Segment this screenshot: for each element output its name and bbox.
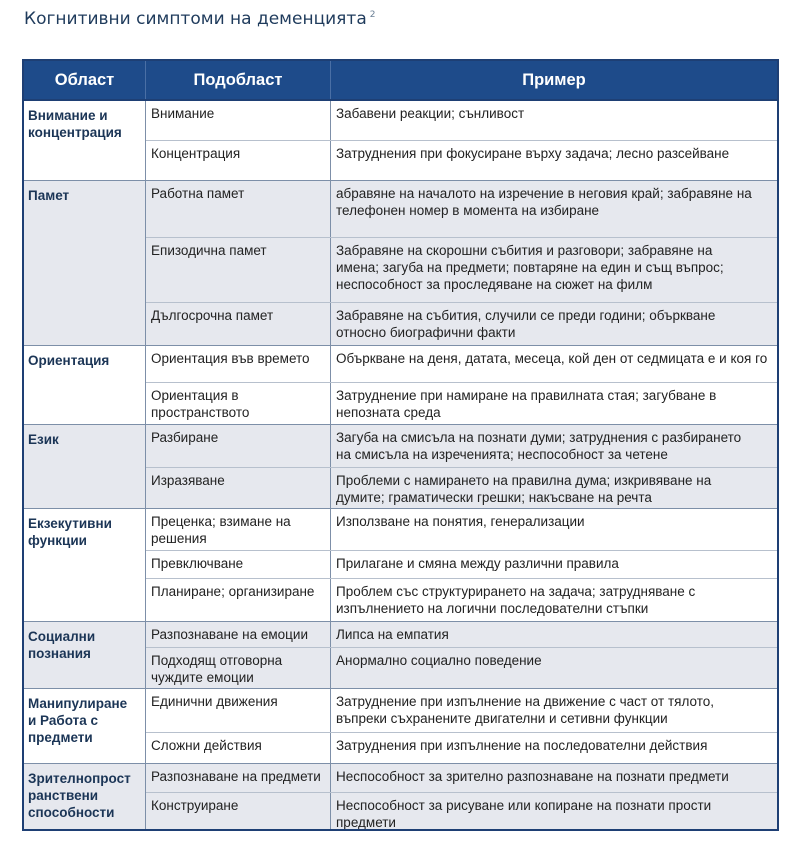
table-row bbox=[146, 764, 777, 792]
area-cell: Внимание и концентрация bbox=[24, 101, 146, 180]
table-row bbox=[146, 346, 777, 382]
table-row bbox=[146, 101, 777, 140]
subarea-rows bbox=[146, 622, 777, 688]
subarea-cell: Концентрация bbox=[146, 141, 331, 180]
area-cell: Ориентация bbox=[24, 346, 146, 424]
subarea-cell: Подходящ отговорна чуждите емоции bbox=[146, 648, 331, 688]
subarea-cell: Единични движения bbox=[146, 689, 331, 732]
subarea-rows bbox=[146, 181, 777, 345]
table-row bbox=[146, 647, 777, 688]
area-cell: Екзекутивни функции bbox=[24, 509, 146, 621]
footnote-marker: 2 bbox=[369, 10, 376, 21]
header-area: Област bbox=[24, 61, 146, 99]
subarea-rows bbox=[146, 101, 777, 180]
example-cell: Прилагане и смяна между различни правила bbox=[331, 551, 777, 579]
table-row bbox=[146, 792, 777, 831]
table-row bbox=[146, 550, 777, 579]
area-cell: Памет bbox=[24, 181, 146, 345]
table-row bbox=[146, 181, 777, 237]
subarea-cell: Работна памет bbox=[146, 181, 331, 237]
example-cell: Затруднение при изпълнение на движение с част от тялото, въпреки съхранените двигателни и сетивни функции bbox=[331, 689, 777, 732]
table-group bbox=[24, 424, 777, 508]
table-row bbox=[146, 140, 777, 180]
example-cell: Неспособност за рисуване или копиране на познати прости предмети bbox=[331, 793, 777, 831]
table-row bbox=[146, 467, 777, 509]
table-row bbox=[146, 689, 777, 732]
area-cell: Социални познания bbox=[24, 622, 146, 688]
subarea-cell: Разбиране bbox=[146, 425, 331, 467]
table-group bbox=[24, 345, 777, 424]
header-example: Пример bbox=[522, 70, 586, 89]
example-cell: Проблеми с намирането на правилна дума; изкривяване на думите; граматически грешки; накъсване на речта bbox=[331, 468, 777, 509]
example-cell: абравяне на началото на изречение в неговия край; забравяне на телефонен номер в момента на избиране bbox=[331, 181, 777, 237]
title-text: Когнитивни симптоми на деменцията bbox=[24, 9, 367, 29]
subarea-cell: Сложни действия bbox=[146, 733, 331, 763]
header-subarea: Подобласт bbox=[146, 61, 331, 99]
subarea-cell: Ориентация във времето bbox=[146, 346, 331, 382]
table-row bbox=[146, 509, 777, 550]
table-row bbox=[146, 237, 777, 303]
area-cell: Манипулиране и Работа с предмети bbox=[24, 689, 146, 763]
area-cell: Зрителнопрост ранствени способности bbox=[24, 764, 146, 831]
subarea-cell: Планиране; организиране bbox=[146, 579, 331, 621]
area-cell: Език bbox=[24, 425, 146, 508]
table-group bbox=[24, 688, 777, 763]
table-header bbox=[24, 61, 777, 101]
table-group bbox=[24, 763, 777, 831]
example-cell: Анормално социално поведение bbox=[331, 648, 777, 688]
example-cell: Затруднения при изпълнение на последователни действия bbox=[331, 733, 777, 763]
subarea-rows bbox=[146, 509, 777, 621]
example-cell: Объркване на деня, датата, месеца, кой ден от седмицата е и коя го bbox=[331, 346, 777, 382]
subarea-cell: Дългосрочна памет bbox=[146, 303, 331, 345]
page-title bbox=[24, 9, 375, 29]
example-cell: Използване на понятия, генерализации bbox=[331, 509, 777, 550]
table-row bbox=[146, 382, 777, 424]
example-cell: Липса на емпатия bbox=[331, 622, 777, 647]
subarea-cell: Разпознаване на предмети bbox=[146, 764, 331, 792]
table-body bbox=[24, 101, 777, 831]
table-group bbox=[24, 180, 777, 345]
example-cell: Проблем със структурирането на задача; затрудняване с изпълнението на логични последователни стъпки bbox=[331, 579, 777, 621]
subarea-cell: Внимание bbox=[146, 101, 331, 140]
example-cell: Затруднения при фокусиране върху задача; лесно разсейване bbox=[331, 141, 777, 180]
example-cell: Неспособност за зрително разпознаване на познати предмети bbox=[331, 764, 777, 792]
example-cell: Забравяне на събития, случили се преди години; объркване относно биографични факти bbox=[331, 303, 777, 345]
example-cell: Загуба на смисъла на познати думи; затруднения с разбирането на смисъла на изреченията; неспособност за четене bbox=[331, 425, 777, 467]
subarea-rows bbox=[146, 346, 777, 424]
example-cell: Забравяне на скорошни събития и разговори; забравяне на имена; загуба на предмети; повтаряне на един и същ въпрос; неспособност за проследяване на сюжет на филм bbox=[331, 238, 777, 303]
example-cell: Затруднение при намиране на правилната стая; загубване в непозната среда bbox=[331, 383, 777, 424]
subarea-cell: Конструиране bbox=[146, 793, 331, 831]
symptoms-table bbox=[22, 59, 779, 831]
example-cell: Забавени реакции; сънливост bbox=[331, 101, 777, 140]
table-row bbox=[146, 578, 777, 621]
table-row bbox=[146, 425, 777, 467]
subarea-cell: Превключване bbox=[146, 551, 331, 579]
subarea-cell: Епизодична памет bbox=[146, 238, 331, 303]
subarea-rows bbox=[146, 764, 777, 831]
table-row bbox=[146, 622, 777, 647]
subarea-cell: Изразяване bbox=[146, 468, 331, 509]
subarea-cell: Преценка; взимане на решения bbox=[146, 509, 331, 550]
subarea-cell: Ориентация в пространството bbox=[146, 383, 331, 424]
table-group bbox=[24, 621, 777, 688]
subarea-cell: Разпознаване на емоции bbox=[146, 622, 331, 647]
table-row bbox=[146, 302, 777, 345]
table-group bbox=[24, 508, 777, 621]
subarea-rows bbox=[146, 425, 777, 508]
subarea-rows bbox=[146, 689, 777, 763]
table-row bbox=[146, 732, 777, 763]
table-group bbox=[24, 101, 777, 180]
